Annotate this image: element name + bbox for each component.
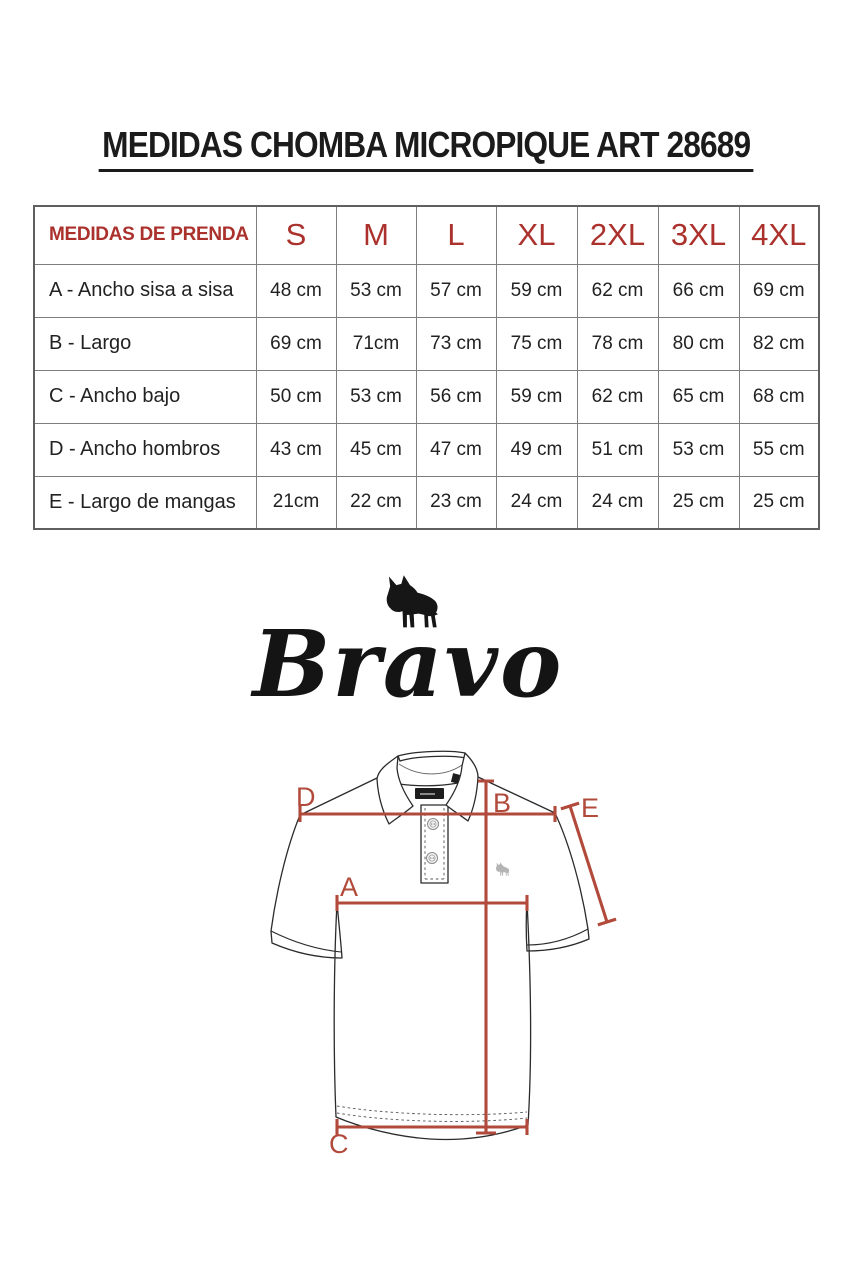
cell-value: 62 cm xyxy=(577,264,658,317)
cell-value: 53 cm xyxy=(336,370,416,423)
cell-value: 51 cm xyxy=(577,423,658,476)
measure-label-D: D xyxy=(296,782,316,812)
measure-label-B: B xyxy=(493,788,512,818)
button-icon xyxy=(428,819,439,830)
measure-label-C: C xyxy=(329,1129,349,1159)
measure-label-A: A xyxy=(340,872,359,902)
cell-value: 21cm xyxy=(256,476,336,529)
cell-value: 47 cm xyxy=(416,423,496,476)
cell-value: 62 cm xyxy=(577,370,658,423)
cell-value: 82 cm xyxy=(739,317,819,370)
collar-band xyxy=(398,751,466,761)
cell-value: 78 cm xyxy=(577,317,658,370)
polo-shirt-diagram xyxy=(0,730,853,1200)
size-col-header-2xl: 2XL xyxy=(577,206,658,264)
measure-label-E: E xyxy=(581,793,600,823)
cell-value: 25 cm xyxy=(739,476,819,529)
cell-value: 45 cm xyxy=(336,423,416,476)
page-title: MEDIDAS CHOMBA MICROPIQUE ART 28689 xyxy=(99,124,754,172)
cell-value: 55 cm xyxy=(739,423,819,476)
table-row-c xyxy=(34,370,819,423)
row-label: C - Ancho bajo xyxy=(34,370,256,423)
size-col-header-3xl: 3XL xyxy=(658,206,739,264)
row-label: E - Largo de mangas xyxy=(34,476,256,529)
cell-value: 24 cm xyxy=(496,476,577,529)
cell-value: 49 cm xyxy=(496,423,577,476)
cell-value: 65 cm xyxy=(658,370,739,423)
cell-value: 22 cm xyxy=(336,476,416,529)
neck-label-text-mark xyxy=(420,793,435,795)
page-title-wrap xyxy=(0,124,853,172)
collar-inner-seam xyxy=(399,762,466,774)
cell-value: 25 cm xyxy=(658,476,739,529)
size-col-header-4xl: 4XL xyxy=(739,206,819,264)
size-col-header-m: M xyxy=(336,206,416,264)
row-label: D - Ancho hombros xyxy=(34,423,256,476)
size-table-header-label: MEDIDAS DE PRENDA xyxy=(34,206,256,264)
size-col-header-l: L xyxy=(416,206,496,264)
cell-value: 71cm xyxy=(336,317,416,370)
cell-value: 56 cm xyxy=(416,370,496,423)
cell-value: 48 cm xyxy=(256,264,336,317)
row-label: B - Largo xyxy=(34,317,256,370)
cell-value: 53 cm xyxy=(336,264,416,317)
cell-value: 23 cm xyxy=(416,476,496,529)
cell-value: 69 cm xyxy=(256,317,336,370)
cell-value: 66 cm xyxy=(658,264,739,317)
cell-value: 80 cm xyxy=(658,317,739,370)
cell-value: 53 cm xyxy=(658,423,739,476)
cell-value: 75 cm xyxy=(496,317,577,370)
cell-value: 73 cm xyxy=(416,317,496,370)
placket-box xyxy=(421,805,448,883)
size-col-header-s: S xyxy=(256,206,336,264)
placket xyxy=(421,805,448,883)
size-col-header-xl: XL xyxy=(496,206,577,264)
table-row-d xyxy=(34,423,819,476)
cell-value: 43 cm xyxy=(256,423,336,476)
table-row-a xyxy=(34,264,819,317)
table-row-b xyxy=(34,317,819,370)
size-table-header-row xyxy=(34,206,819,264)
cell-value: 57 cm xyxy=(416,264,496,317)
row-label: A - Ancho sisa a sisa xyxy=(34,264,256,317)
cell-value: 69 cm xyxy=(739,264,819,317)
cell-value: 24 cm xyxy=(577,476,658,529)
cell-value: 68 cm xyxy=(739,370,819,423)
table-row-e xyxy=(34,476,819,529)
brand-name: Bravo xyxy=(252,610,564,718)
button-icon xyxy=(427,853,438,864)
cell-value: 50 cm xyxy=(256,370,336,423)
size-table xyxy=(33,205,820,530)
cell-value: 59 cm xyxy=(496,264,577,317)
cell-value: 59 cm xyxy=(496,370,577,423)
